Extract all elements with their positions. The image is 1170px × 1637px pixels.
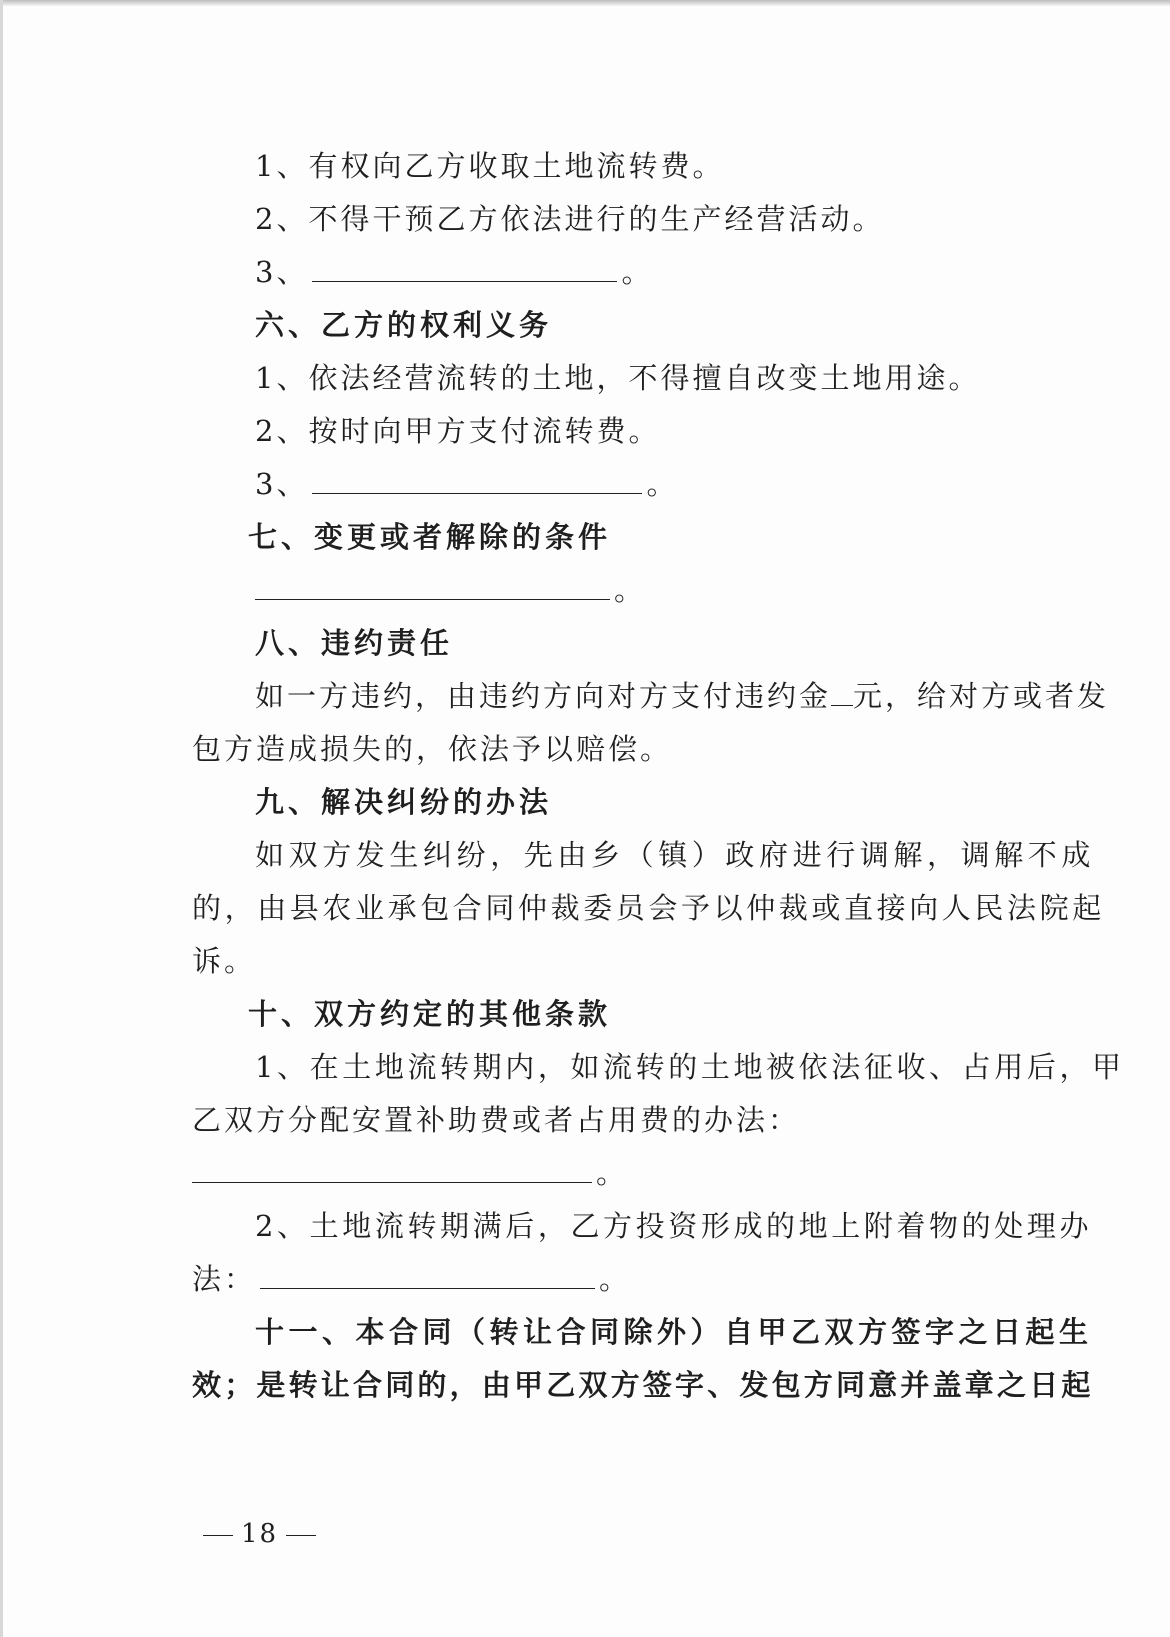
item-number: 3、	[255, 467, 309, 501]
section-7-heading: 七、变更或者解除的条件	[248, 520, 612, 554]
page-number	[195, 1516, 324, 1552]
section-7-blank-line	[255, 570, 646, 610]
period: 。	[599, 1262, 632, 1296]
section-10-item-1-blank-line	[192, 1153, 628, 1193]
party-a-right-3	[255, 252, 653, 292]
section-6-heading: 六、乙方的权利义务	[255, 308, 553, 342]
section-11-line-1: 十一、本合同（转让合同除外）自甲乙双方签字之日起生	[255, 1315, 1093, 1349]
scan-edge-left	[0, 0, 3, 1637]
party-b-duty-1: 1、依法经营流转的土地，不得擅自改变土地用途。	[255, 361, 981, 395]
item-number: 3、	[255, 255, 309, 289]
fill-in-blank	[255, 573, 610, 600]
dash-right	[286, 1535, 316, 1536]
fill-in-blank	[831, 681, 853, 706]
period: 。	[596, 1156, 629, 1190]
period: 。	[614, 573, 647, 607]
text-span: 法：	[192, 1262, 257, 1296]
section-10-item-2-line-1: 2、土地流转期满后，乙方投资形成的地上附着物的处理办	[255, 1209, 1093, 1243]
section-10-heading: 十、双方约定的其他条款	[248, 997, 612, 1031]
period: 。	[646, 467, 679, 501]
section-9-heading: 九、解决纠纷的办法	[255, 785, 553, 819]
party-b-duty-3	[255, 464, 678, 504]
text-span: 如一方违约，由违约方向对方支付违约金	[255, 679, 832, 713]
section-8-paragraph-line-2: 包方造成损失的，依法予以赔偿。	[192, 732, 673, 766]
fill-in-blank	[260, 1262, 595, 1289]
dash-left	[203, 1535, 233, 1536]
section-9-paragraph-line-3: 诉。	[192, 944, 257, 978]
page-number-value: 18	[241, 1519, 279, 1549]
section-10-item-2-line-2	[192, 1259, 631, 1299]
section-10-item-1-line-1: 1、在土地流转期内，如流转的土地被依法征收、占用后，甲	[255, 1050, 1125, 1084]
party-a-right-2: 2、不得干预乙方依法进行的生产经营活动。	[255, 202, 885, 236]
section-11-line-2: 效；是转让合同的，由甲乙双方签字、发包方同意并盖章之日起	[192, 1368, 1094, 1402]
section-9-paragraph-line-1: 如双方发生纠纷，先由乡（镇）政府进行调解，调解不成	[255, 838, 1096, 872]
section-9-paragraph-line-2: 的，由县农业承包合同仲裁委员会予以仲裁或直接向人民法院起	[192, 891, 1105, 925]
section-8-heading: 八、违约责任	[255, 626, 454, 660]
fill-in-blank	[192, 1156, 592, 1183]
section-10-item-1-line-2: 乙双方分配安置补助费或者占用费的办法：	[192, 1103, 801, 1137]
scan-edge-top	[0, 0, 1170, 6]
section-8-paragraph-line-1	[255, 676, 1109, 716]
party-b-duty-2: 2、按时向甲方支付流转费。	[255, 414, 661, 448]
text-span: 元，给对方或者发	[853, 679, 1110, 713]
fill-in-blank	[312, 255, 617, 282]
period: 。	[621, 255, 654, 289]
party-a-right-1: 1、有权向乙方收取土地流转费。	[255, 149, 725, 183]
fill-in-blank	[312, 467, 642, 494]
